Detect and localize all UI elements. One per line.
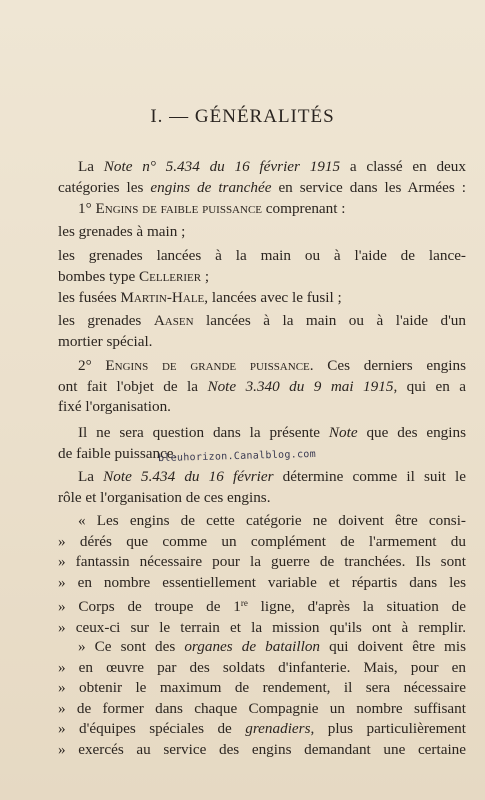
text-line: 1° Engins de faible puissance comprenant :: [78, 200, 346, 217]
paragraph-4: [58, 246, 466, 287]
text-line: les grenades lancées à la main ou à l'aide de lance-: [58, 247, 466, 264]
text-line: » ceux-ci sur le terrain et la mission qu'ils ont à remplir.: [58, 618, 466, 636]
text-line: « Les engins de cette catégorie ne doivent être consi-: [78, 512, 466, 529]
paragraph-10: [58, 511, 466, 638]
text-line: les fusées Martin-Hale, lancées avec le fusil ;: [58, 289, 342, 306]
text-line: fixé l'organisation.: [58, 398, 171, 415]
italic-text: Note 3.340 du 9 mai 1915: [207, 377, 394, 395]
text-line: catégories les engins de tranchée en service dans les Armées :: [58, 178, 466, 196]
small-caps-text: Martin-Hale: [120, 289, 205, 306]
text-line: ont fait l'objet de la Note 3.340 du 9 mai 1915, qui en a: [58, 377, 467, 395]
text-line: » Ce sont des organes de bataillon qui doivent être mis: [78, 638, 466, 655]
text-line: bombes type Cellerier ;: [58, 267, 210, 285]
small-caps-text: Cellerier: [139, 267, 202, 285]
text-line: » dérés que comme un complément de l'armement du: [58, 532, 466, 550]
paragraph-5: [58, 288, 466, 309]
italic-text: Note n° 5.434 du 16 février 1915: [103, 158, 341, 175]
small-caps-text: Engins de grande puissance.: [105, 357, 314, 374]
paragraph-6: [58, 311, 466, 352]
paragraph-3: [58, 222, 466, 243]
superscript: re: [240, 598, 248, 608]
handwritten-annotation: bleuhorizon.Canalblog.com: [157, 448, 317, 465]
text-line: » d'équipes spéciales de grenadiers, plus particulièrement: [58, 720, 466, 737]
italic-text: organes de bataillon: [184, 638, 321, 655]
italic-text: grenadiers: [245, 720, 311, 737]
text-line: » obtenir le maximum de rendement, il sera nécessaire: [58, 679, 466, 696]
text-line: mortier spécial.: [58, 332, 153, 350]
text-line: les grenades Aasen lancées à la main ou à l'aide d'un: [58, 312, 466, 329]
text-line: rôle et l'organisation de ces engins.: [58, 488, 271, 506]
italic-text: Note 5.434 du 16 février: [103, 468, 274, 485]
section-heading: I. — GÉNÉRALITÉS: [150, 106, 335, 127]
italic-text: engins de tranchée: [150, 178, 272, 196]
text-line: Il ne sera question dans la présente Note que des engins: [78, 424, 466, 441]
text-line: La Note 5.434 du 16 février détermine comme il suit le: [78, 468, 466, 485]
paragraph-7: [58, 356, 466, 418]
paragraph-2: [58, 199, 466, 220]
paragraph-9: [58, 467, 466, 508]
text-line: » exercés au service des engins demandant une certaine: [58, 740, 466, 758]
text-line: » en nombre essentiellement variable et répartis dans les: [58, 573, 466, 591]
text-line: 2° Engins de grande puissance. Ces derniers engins: [78, 357, 466, 374]
paragraph-11: [58, 637, 466, 760]
text-line: La Note n° 5.434 du 16 février 1915 a classé en deux: [78, 158, 466, 175]
text-line: » de former dans chaque Compagnie un nombre suffisant: [58, 699, 466, 717]
text-line: les grenades à main ;: [58, 223, 186, 240]
paragraph-1: [58, 157, 466, 198]
text-line: » Corps de troupe de 1re ligne, d'après la situation de: [58, 598, 466, 615]
text-line: » en œuvre par des soldats d'infanterie. Mais, pour en: [58, 658, 466, 676]
italic-text: Note: [328, 424, 358, 441]
text-line: » fantassin nécessaire pour la guerre de tranchées. Ils sont: [58, 553, 466, 570]
small-caps-text: Engins de faible puissance: [95, 200, 262, 217]
text-line: de faible puissance.: [58, 444, 178, 462]
small-caps-text: Aasen: [153, 312, 194, 329]
